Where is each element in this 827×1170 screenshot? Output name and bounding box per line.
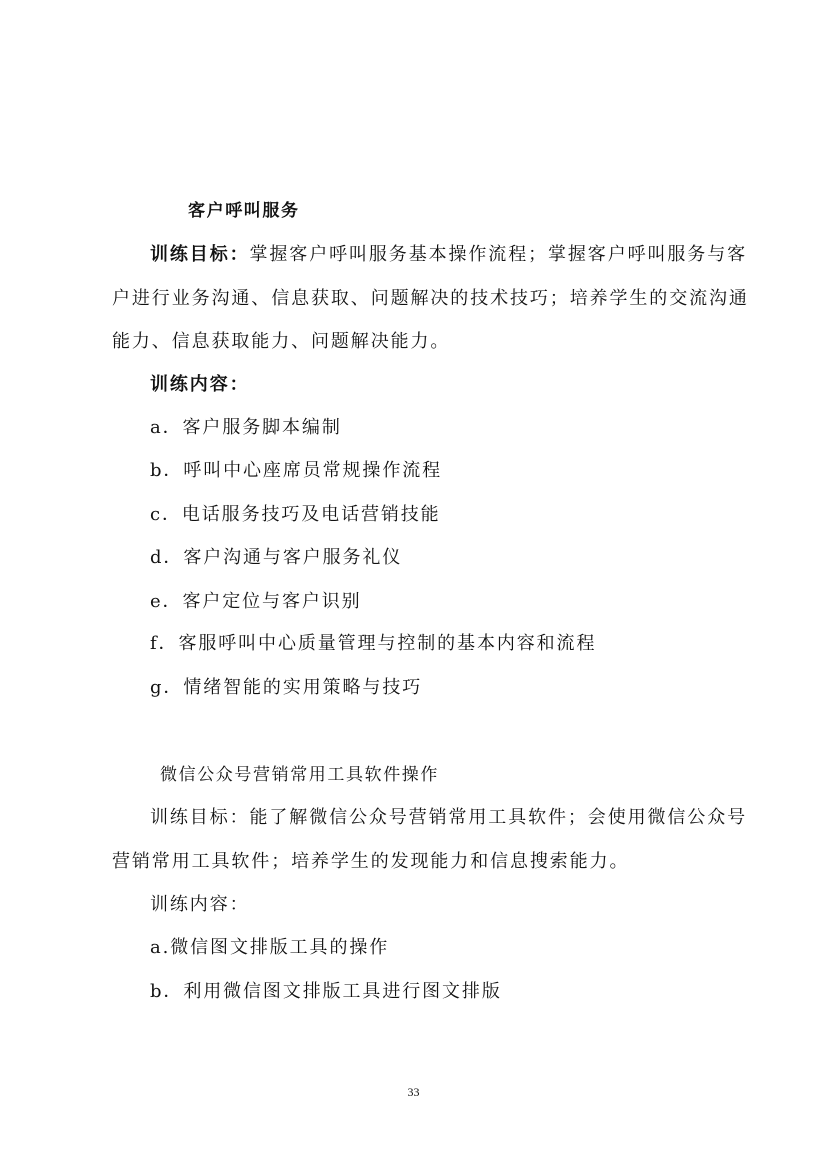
content-label: 训练内容： (150, 894, 250, 915)
objective-label: 训练目标： (150, 244, 250, 265)
objective-text-line: 能力、信息获取能力、问题解决能力。 (112, 331, 451, 352)
content-label: 训练内容： (150, 374, 250, 395)
section-title: 微信公众号营销常用工具软件操作 (160, 765, 439, 785)
list-item: e．客户定位与客户识别 (150, 591, 362, 612)
objective-paragraph (150, 244, 747, 266)
objective-text: 能了解微信公众号营销常用工具软件；会使用微信公众号 (249, 807, 747, 828)
list-item: c．电话服务技巧及电话营销技能 (150, 504, 441, 525)
list-item: b．利用微信图文排版工具进行图文排版 (150, 981, 502, 1002)
page-number: 33 (407, 1085, 420, 1099)
section-title: 客户呼叫服务 (188, 201, 300, 221)
list-item: g．情绪智能的实用策略与技巧 (150, 677, 423, 698)
objective-text-line: 户进行业务沟通、信息获取、问题解决的技术技巧；培养学生的交流沟通 (112, 288, 749, 309)
list-item: b．呼叫中心座席员常规操作流程 (150, 460, 443, 481)
objective-label: 训练目标： (150, 807, 250, 828)
list-item: d．客户沟通与客户服务礼仪 (150, 547, 403, 568)
list-item: a.微信图文排版工具的操作 (150, 937, 390, 958)
objective-paragraph (150, 807, 747, 829)
list-item: a．客户服务脚本编制 (150, 417, 342, 438)
list-item: f．客服呼叫中心质量管理与控制的基本内容和流程 (150, 633, 597, 654)
objective-text-line: 营销常用工具软件；培养学生的发现能力和信息搜索能力。 (112, 851, 630, 872)
objective-text: 掌握客户呼叫服务基本操作流程；掌握客户呼叫服务与客 (249, 244, 747, 265)
